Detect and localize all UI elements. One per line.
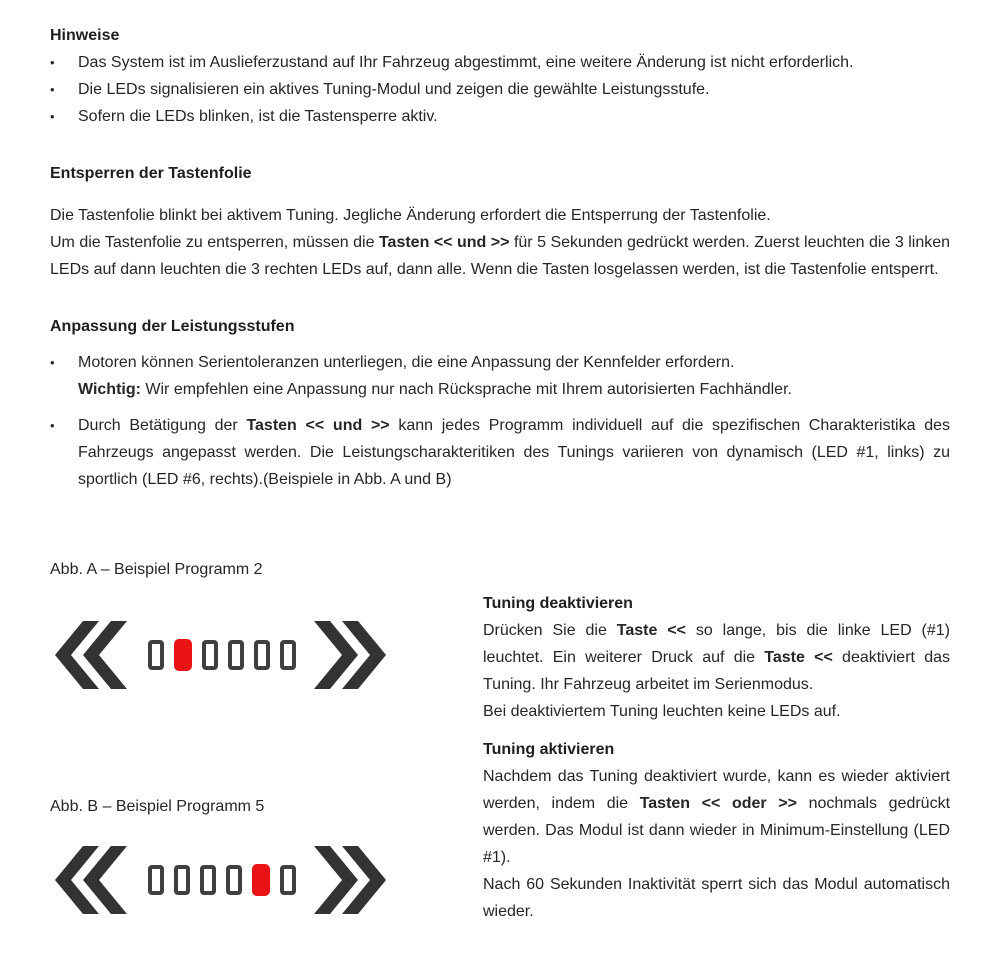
deactivate-paragraph-2: Bei deaktiviertem Tuning leuchten keine LEDs auf. [483,703,841,720]
section-title-tuning-aktivieren: Tuning aktivieren [483,741,615,758]
bullet-icon: • [50,109,55,124]
bullet-icon: • [50,418,55,433]
list-item [50,49,950,76]
list-item [50,76,950,103]
figure-b-label: Abb. B – Beispiel Programm 5 [50,798,265,815]
list-item [50,349,950,403]
section-title-hinweise: Hinweise [50,27,120,44]
activate-paragraph-1: Nachdem das Tuning deaktiviert wurde, kann es wieder aktiviert werden, indem die Tasten << oder >> nochmals gedrückt werden. Das Modul ist dann wieder in Minimum-Einstellung (LED #1). [483,768,951,866]
bullet-text: Durch Betätigung der Tasten << und >> kann jedes Programm individuell auf die spezifischen Charakteristika des Fahrzeugs angepasst werden. Die Leistungscharakteritiken des Tunings variieren von dynamisch (LED #1, links) zu sportlich (LED #6, rechts).(Beispiele in Abb. A und B) [78,417,951,488]
led-indicator [228,640,244,670]
led-indicator [174,639,192,671]
led-indicator [280,640,296,670]
list-item [50,103,950,130]
chevron-double-left-icon [55,846,127,914]
figure-a-graphic [55,621,386,689]
bullet-icon: • [50,355,55,370]
led-indicator [280,865,296,895]
led-indicator [226,865,242,895]
led-indicator [200,865,216,895]
bullet-text: Das System ist im Auslieferzustand auf Ihr Fahrzeug abgestimmt, eine weitere Änderung ist nicht erforderlich. [78,54,854,71]
bullet-icon: • [50,82,55,97]
led-indicator [174,865,190,895]
top-content [50,22,950,493]
section-title-anpassung: Anpassung der Leistungsstufen [50,318,295,335]
led-indicator [148,640,164,670]
figure-a-label: Abb. A – Beispiel Programm 2 [50,561,263,578]
chevron-double-right-icon [314,621,386,689]
chevron-double-left-icon [55,621,127,689]
led-indicator [148,865,164,895]
bullet-text: Motoren können Serientoleranzen unterliegen, die eine Anpassung der Kennfelder erfordern. Wichtig: Wir empfehlen eine Anpassung nur nach Rücksprache mit Ihrem autorisierten Fachhändler. [78,354,792,398]
led-indicator [252,864,270,896]
entsperren-paragraph: Die Tastenfolie blinkt bei aktivem Tuning. Jegliche Änderung erfordert die Entsperrung der Tastenfolie. Um die Tastenfolie zu entsperren, müssen die Tasten << und >> für 5 Sekunden gedrückt werden. Zuerst leuchten die 3 linken LEDs auf dann leuchten die 3 rechten LEDs auf, dann alle. Wenn die Tasten losgelassen werden, ist die Tastenfolie entsperrt. [50,207,951,278]
led-indicator [202,640,218,670]
led-row [148,864,296,896]
bullet-text: Sofern die LEDs blinken, ist die Tastensperre aktiv. [78,108,438,125]
bullet-text: Die LEDs signalisieren ein aktives Tuning-Modul und zeigen die gewählte Leistungsstufe. [78,81,710,98]
deactivate-paragraph-1: Drücken Sie die Taste << so lange, bis die linke LED (#1) leuchtet. Ein weiterer Druck auf die Taste << deaktiviert das Tuning. Ihr Fahrzeug arbeitet im Serienmodus. [483,622,951,693]
right-column [483,590,950,925]
section-title-entsperren: Entsperren der Tastenfolie [50,165,252,182]
chevron-double-right-icon [314,846,386,914]
bullet-icon: • [50,55,55,70]
figure-b-graphic [55,846,386,914]
section-title-tuning-deaktivieren: Tuning deaktivieren [483,595,633,612]
led-indicator [254,640,270,670]
list-item [50,412,950,493]
led-row [148,639,296,671]
activate-paragraph-2: Nach 60 Sekunden Inaktivität sperrt sich das Modul automatisch wieder. [483,876,950,920]
